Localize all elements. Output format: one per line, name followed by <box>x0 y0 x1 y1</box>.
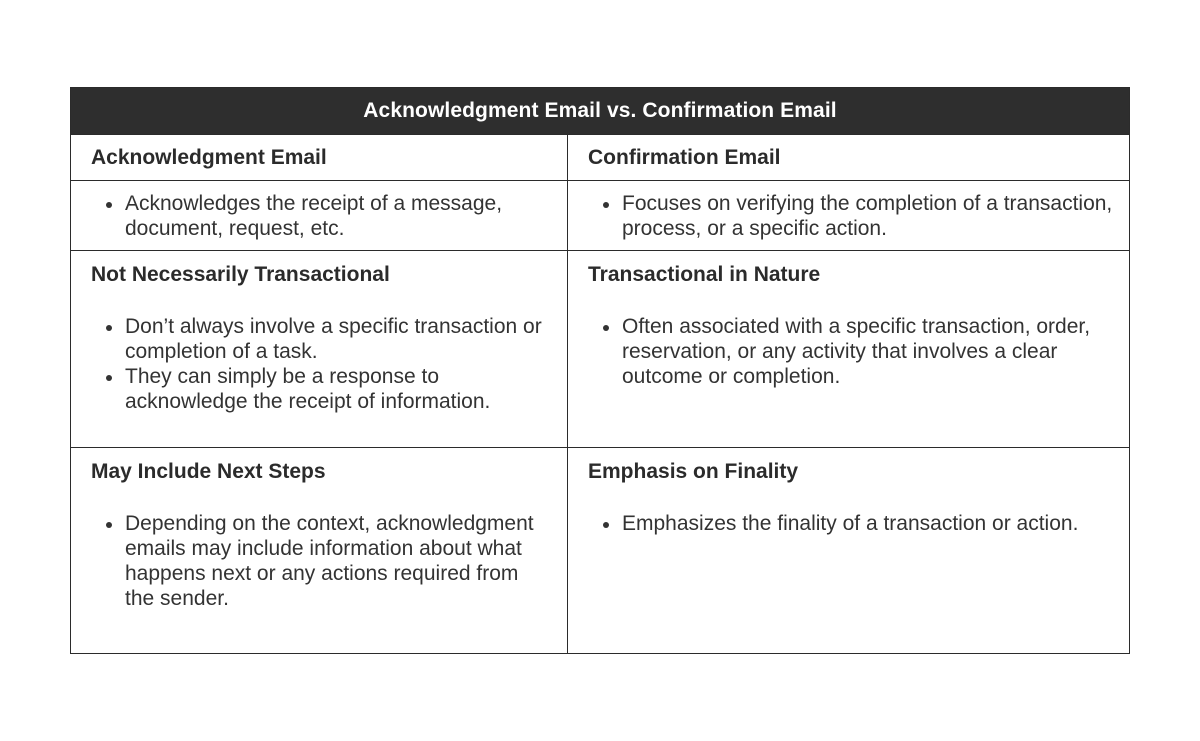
list-item: Focuses on verifying the completion of a transaction, process, or a specific action. <box>622 192 1113 240</box>
acknowledgment-cell <box>71 251 568 447</box>
list-item: Don’t always involve a specific transaction or completion of a task. <box>125 314 551 364</box>
acknowledgment-cell <box>71 448 568 653</box>
comparison-table <box>70 87 1130 654</box>
bullet-list <box>91 314 551 414</box>
bullet-list <box>91 191 551 241</box>
column-header-confirmation: Confirmation Email <box>588 145 781 169</box>
section-heading: Transactional in Nature <box>588 263 821 286</box>
confirmation-cell <box>568 448 1129 653</box>
list-item: Emphasizes the finality of a transaction or action. <box>622 511 1113 536</box>
confirmation-cell <box>568 181 1129 250</box>
bullet-list <box>588 314 1113 389</box>
list-item: Depending on the context, acknowledgment emails may include information about what happens next or any actions required from the sender. <box>125 511 551 611</box>
bullet-list <box>91 511 551 611</box>
confirmation-cell <box>568 251 1129 447</box>
column-header-acknowledgment: Acknowledgment Email <box>71 135 568 180</box>
section-heading: Emphasis on Finality <box>588 460 799 483</box>
list-item: Often associated with a specific transaction, order, reservation, or any activity that involves a clear outcome or completion. <box>622 314 1113 389</box>
list-item: Acknowledges the receipt of a message, document, request, etc. <box>125 191 551 241</box>
table-title: Acknowledgment Email vs. Confirmation Email <box>71 88 1129 134</box>
acknowledgment-cell <box>71 181 568 250</box>
section-heading: Not Necessarily Transactional <box>91 263 390 286</box>
bullet-list <box>588 191 1113 241</box>
column-header-row <box>71 134 1129 180</box>
table-row <box>71 180 1129 250</box>
bullet-list <box>588 511 1113 536</box>
table-row <box>71 250 1129 447</box>
table-row <box>71 447 1129 653</box>
list-item: They can simply be a response to acknowledge the receipt of information. <box>125 364 551 414</box>
section-heading: May Include Next Steps <box>91 460 326 483</box>
